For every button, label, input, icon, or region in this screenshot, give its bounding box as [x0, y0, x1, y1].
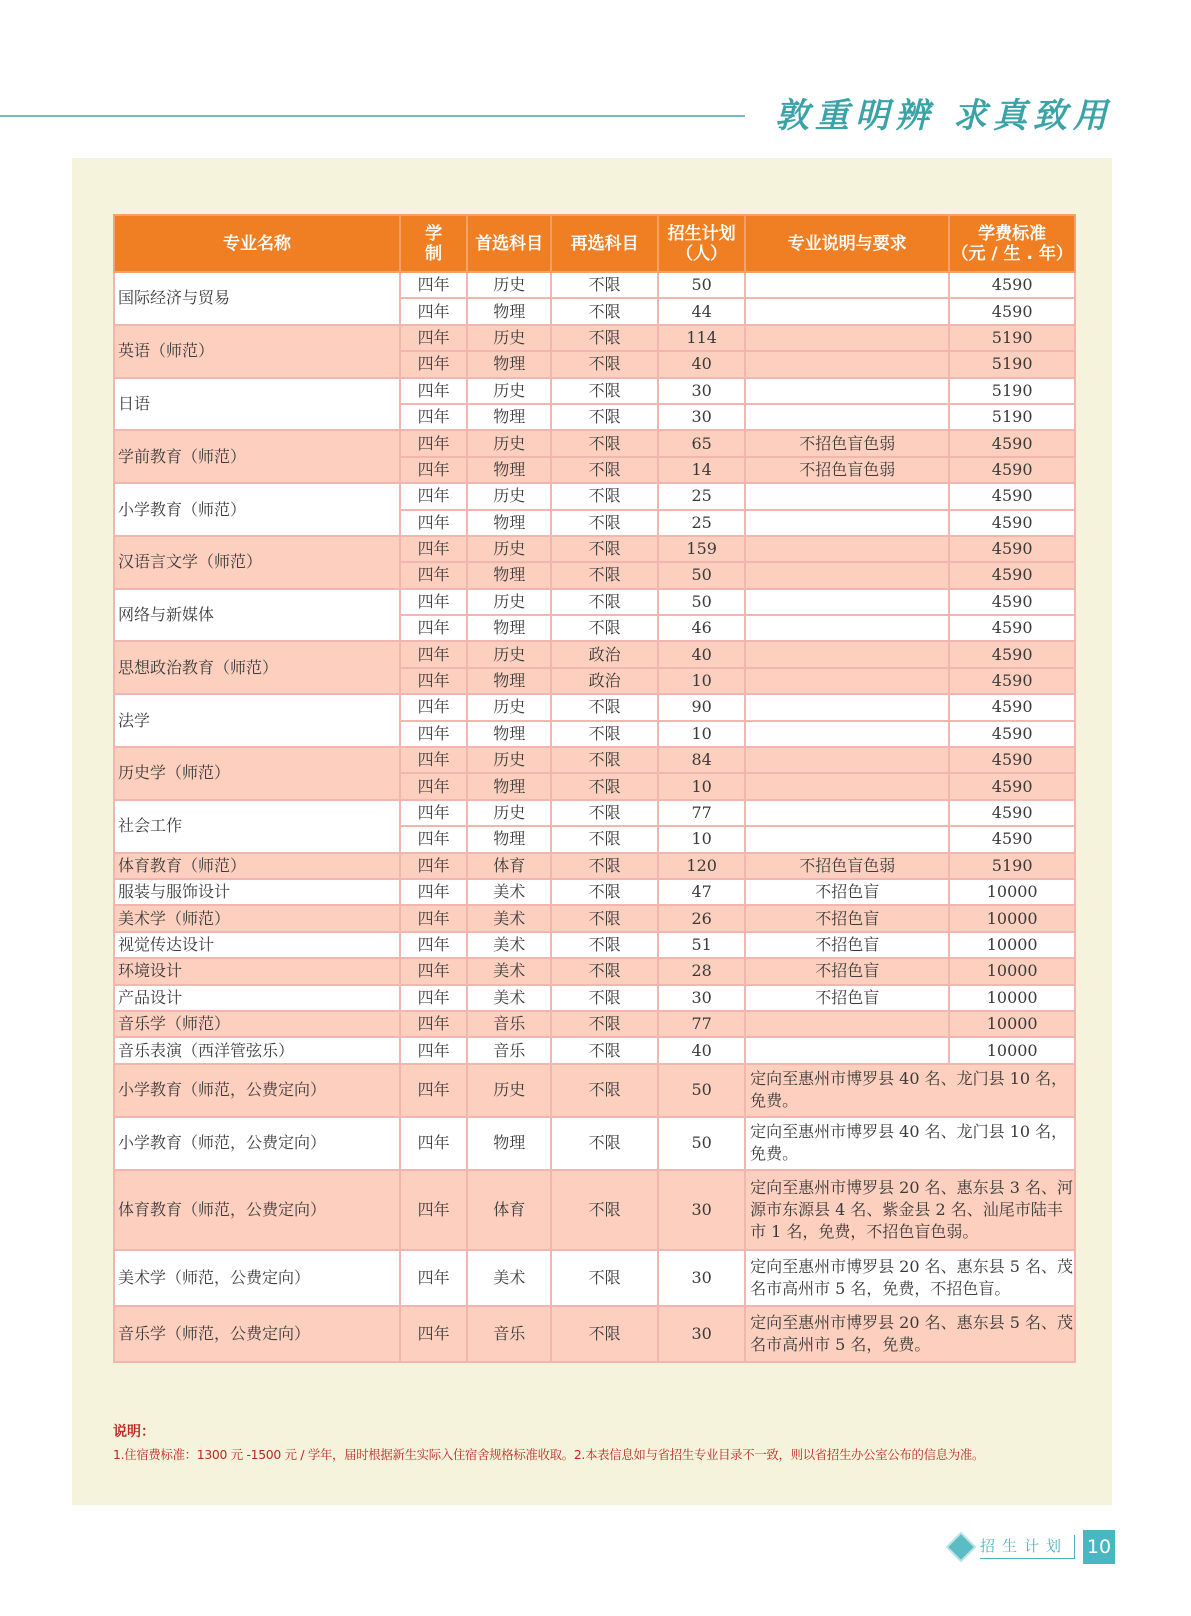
requirement-cell: 不招色盲 — [745, 879, 949, 905]
plan-count-cell: 40 — [658, 1037, 745, 1063]
requirement-cell — [745, 589, 949, 615]
plan-count-cell: 30 — [658, 1306, 745, 1362]
first-subject-cell: 美术 — [467, 1250, 551, 1306]
requirement-cell — [745, 483, 949, 509]
duration-cell: 四年 — [400, 958, 467, 984]
fee-cell: 10000 — [949, 1011, 1075, 1037]
first-subject-cell: 美术 — [467, 905, 551, 931]
plan-count-cell: 159 — [658, 536, 745, 562]
table-row — [114, 694, 1075, 720]
plan-count-cell: 77 — [658, 800, 745, 826]
requirement-cell: 定向至惠州市博罗县 20 名、惠东县 5 名、茂名市高州市 5 名，免费，不招色盲。 — [745, 1250, 1075, 1306]
col-header-fee: 学费标准 （元 / 生 . 年） — [949, 215, 1075, 272]
table-row — [114, 1037, 1075, 1063]
plan-count-cell: 14 — [658, 457, 745, 483]
second-subject-cell: 不限 — [551, 1117, 658, 1170]
diamond-emblem-icon — [948, 1534, 973, 1559]
table-row — [114, 641, 1075, 667]
first-subject-cell: 物理 — [467, 510, 551, 536]
fee-cell: 4590 — [949, 615, 1075, 641]
major-name: 体育教育（师范，公费定向） — [114, 1170, 400, 1250]
header-rule — [0, 115, 745, 117]
plan-count-cell: 50 — [658, 272, 745, 298]
plan-count-cell: 25 — [658, 510, 745, 536]
table-row — [114, 853, 1075, 879]
plan-count-cell: 25 — [658, 483, 745, 509]
duration-cell: 四年 — [400, 1064, 467, 1117]
major-name: 社会工作 — [114, 800, 400, 853]
table-row — [114, 985, 1075, 1011]
second-subject-cell: 不限 — [551, 694, 658, 720]
duration-cell: 四年 — [400, 879, 467, 905]
enrollment-plan-table — [113, 214, 1076, 1363]
duration-cell: 四年 — [400, 747, 467, 773]
first-subject-cell: 历史 — [467, 589, 551, 615]
fee-cell: 5190 — [949, 853, 1075, 879]
first-subject-cell: 物理 — [467, 351, 551, 377]
requirement-cell — [745, 510, 949, 536]
second-subject-cell: 不限 — [551, 615, 658, 641]
plan-count-cell: 120 — [658, 853, 745, 879]
requirement-cell — [745, 536, 949, 562]
fee-cell: 4590 — [949, 510, 1075, 536]
requirement-cell: 不招色盲 — [745, 932, 949, 958]
plan-count-cell: 28 — [658, 958, 745, 984]
requirement-cell — [745, 378, 949, 404]
second-subject-cell: 不限 — [551, 721, 658, 747]
fee-cell: 4590 — [949, 747, 1075, 773]
requirement-cell: 定向至惠州市博罗县 20 名、惠东县 3 名、河源市东源县 4 名、紫金县 2 名、汕尾市陆丰市 1 名，免费，不招色盲色弱。 — [745, 1170, 1075, 1250]
second-subject-cell: 不限 — [551, 985, 658, 1011]
duration-cell: 四年 — [400, 905, 467, 931]
duration-cell: 四年 — [400, 457, 467, 483]
duration-cell: 四年 — [400, 510, 467, 536]
plan-count-cell: 40 — [658, 351, 745, 377]
second-subject-cell: 不限 — [551, 800, 658, 826]
major-name: 美术学（师范，公费定向） — [114, 1250, 400, 1306]
table-row — [114, 932, 1075, 958]
requirement-cell — [745, 721, 949, 747]
major-name: 小学教育（师范） — [114, 483, 400, 536]
major-name: 视觉传达设计 — [114, 932, 400, 958]
first-subject-cell: 物理 — [467, 562, 551, 588]
second-subject-cell: 不限 — [551, 536, 658, 562]
requirement-cell: 不招色盲 — [745, 958, 949, 984]
second-subject-cell: 不限 — [551, 1011, 658, 1037]
second-subject-cell: 不限 — [551, 1064, 658, 1117]
requirement-cell: 不招色盲色弱 — [745, 853, 949, 879]
table-row — [114, 483, 1075, 509]
table-row — [114, 747, 1075, 773]
fee-cell: 10000 — [949, 985, 1075, 1011]
major-name: 思想政治教育（师范） — [114, 641, 400, 694]
second-subject-cell: 不限 — [551, 879, 658, 905]
table-row-directed — [114, 1064, 1075, 1117]
school-motto: 敦重明辨 求真致用 — [775, 96, 1113, 136]
major-name: 音乐学（师范，公费定向） — [114, 1306, 400, 1362]
plan-count-cell: 90 — [658, 694, 745, 720]
major-name: 体育教育（师范） — [114, 853, 400, 879]
col-header-major: 专业名称 — [114, 215, 400, 272]
second-subject-cell: 不限 — [551, 932, 658, 958]
duration-cell: 四年 — [400, 272, 467, 298]
first-subject-cell: 美术 — [467, 879, 551, 905]
plan-count-cell: 30 — [658, 1250, 745, 1306]
requirement-cell — [745, 641, 949, 667]
first-subject-cell: 体育 — [467, 853, 551, 879]
duration-cell: 四年 — [400, 562, 467, 588]
plan-count-cell: 10 — [658, 826, 745, 852]
fee-cell: 10000 — [949, 879, 1075, 905]
fee-cell: 5190 — [949, 378, 1075, 404]
duration-cell: 四年 — [400, 1170, 467, 1250]
first-subject-cell: 历史 — [467, 378, 551, 404]
duration-cell: 四年 — [400, 694, 467, 720]
requirement-cell: 不招色盲 — [745, 905, 949, 931]
fee-cell: 10000 — [949, 958, 1075, 984]
duration-cell: 四年 — [400, 1037, 467, 1063]
duration-cell: 四年 — [400, 351, 467, 377]
first-subject-cell: 物理 — [467, 298, 551, 324]
second-subject-cell: 不限 — [551, 404, 658, 430]
requirement-cell — [745, 1037, 949, 1063]
duration-cell: 四年 — [400, 615, 467, 641]
requirement-cell — [745, 325, 949, 351]
duration-cell: 四年 — [400, 378, 467, 404]
col-header-second-subject: 再选科目 — [551, 215, 658, 272]
requirement-cell — [745, 668, 949, 694]
major-name: 历史学（师范） — [114, 747, 400, 800]
duration-cell: 四年 — [400, 985, 467, 1011]
plan-count-cell: 46 — [658, 615, 745, 641]
first-subject-cell: 美术 — [467, 932, 551, 958]
second-subject-cell: 不限 — [551, 562, 658, 588]
plan-count-cell: 30 — [658, 1170, 745, 1250]
second-subject-cell: 不限 — [551, 958, 658, 984]
major-name: 音乐学（师范） — [114, 1011, 400, 1037]
first-subject-cell: 体育 — [467, 1170, 551, 1250]
second-subject-cell: 不限 — [551, 905, 658, 931]
first-subject-cell: 美术 — [467, 958, 551, 984]
section-label: 招生计划 — [980, 1535, 1075, 1559]
second-subject-cell: 不限 — [551, 1170, 658, 1250]
fee-cell: 4590 — [949, 641, 1075, 667]
fee-cell: 5190 — [949, 351, 1075, 377]
requirement-cell — [745, 298, 949, 324]
requirement-cell — [745, 773, 949, 799]
major-name: 汉语言文学（师范） — [114, 536, 400, 589]
duration-cell: 四年 — [400, 853, 467, 879]
col-header-first-subject: 首选科目 — [467, 215, 551, 272]
first-subject-cell: 历史 — [467, 800, 551, 826]
first-subject-cell: 历史 — [467, 1064, 551, 1117]
second-subject-cell: 不限 — [551, 589, 658, 615]
notes-section — [113, 1421, 984, 1463]
col-header-duration: 学 制 — [400, 215, 467, 272]
duration-cell: 四年 — [400, 932, 467, 958]
requirement-cell — [745, 562, 949, 588]
second-subject-cell: 不限 — [551, 430, 658, 456]
col-header-plan: 招生计划 （人） — [658, 215, 745, 272]
plan-count-cell: 77 — [658, 1011, 745, 1037]
table-row — [114, 879, 1075, 905]
requirement-cell — [745, 615, 949, 641]
plan-count-cell: 40 — [658, 641, 745, 667]
duration-cell: 四年 — [400, 298, 467, 324]
requirement-cell — [745, 351, 949, 377]
notes-title: 说明： — [113, 1424, 155, 1440]
requirement-cell — [745, 272, 949, 298]
table-row-directed — [114, 1170, 1075, 1250]
plan-count-cell: 50 — [658, 1064, 745, 1117]
fee-cell: 4590 — [949, 483, 1075, 509]
plan-count-cell: 50 — [658, 1117, 745, 1170]
first-subject-cell: 音乐 — [467, 1037, 551, 1063]
first-subject-cell: 历史 — [467, 325, 551, 351]
requirement-cell: 不招色盲色弱 — [745, 457, 949, 483]
fee-cell: 10000 — [949, 1037, 1075, 1063]
duration-cell: 四年 — [400, 1306, 467, 1362]
table-row-directed — [114, 1117, 1075, 1170]
second-subject-cell: 不限 — [551, 1306, 658, 1362]
requirement-cell: 不招色盲色弱 — [745, 430, 949, 456]
page-number: 10 — [1083, 1530, 1115, 1564]
duration-cell: 四年 — [400, 1117, 467, 1170]
table-row — [114, 589, 1075, 615]
first-subject-cell: 物理 — [467, 721, 551, 747]
first-subject-cell: 历史 — [467, 747, 551, 773]
fee-cell: 4590 — [949, 668, 1075, 694]
first-subject-cell: 物理 — [467, 404, 551, 430]
col-header-requirements: 专业说明与要求 — [745, 215, 949, 272]
fee-cell: 4590 — [949, 694, 1075, 720]
requirement-cell — [745, 1011, 949, 1037]
plan-count-cell: 10 — [658, 773, 745, 799]
table-row-directed — [114, 1250, 1075, 1306]
major-name: 网络与新媒体 — [114, 589, 400, 642]
fee-cell: 4590 — [949, 562, 1075, 588]
second-subject-cell: 不限 — [551, 298, 658, 324]
requirement-cell — [745, 826, 949, 852]
fee-cell: 5190 — [949, 325, 1075, 351]
first-subject-cell: 物理 — [467, 457, 551, 483]
second-subject-cell: 不限 — [551, 853, 658, 879]
duration-cell: 四年 — [400, 404, 467, 430]
fee-cell: 4590 — [949, 457, 1075, 483]
fee-cell: 4590 — [949, 773, 1075, 799]
plan-count-cell: 26 — [658, 905, 745, 931]
table-row — [114, 272, 1075, 298]
plan-count-cell: 30 — [658, 404, 745, 430]
second-subject-cell: 不限 — [551, 1250, 658, 1306]
second-subject-cell: 不限 — [551, 1037, 658, 1063]
major-name: 学前教育（师范） — [114, 430, 400, 483]
first-subject-cell: 音乐 — [467, 1011, 551, 1037]
second-subject-cell: 不限 — [551, 378, 658, 404]
fee-cell: 4590 — [949, 430, 1075, 456]
major-name: 产品设计 — [114, 985, 400, 1011]
plan-count-cell: 47 — [658, 879, 745, 905]
second-subject-cell: 不限 — [551, 826, 658, 852]
table-row-directed — [114, 1306, 1075, 1362]
second-subject-cell: 不限 — [551, 773, 658, 799]
duration-cell: 四年 — [400, 826, 467, 852]
first-subject-cell: 历史 — [467, 641, 551, 667]
major-name: 国际经济与贸易 — [114, 272, 400, 325]
second-subject-cell: 不限 — [551, 351, 658, 377]
table-row — [114, 905, 1075, 931]
major-name: 法学 — [114, 694, 400, 747]
major-name: 环境设计 — [114, 958, 400, 984]
duration-cell: 四年 — [400, 773, 467, 799]
first-subject-cell: 美术 — [467, 985, 551, 1011]
second-subject-cell: 不限 — [551, 325, 658, 351]
requirement-cell — [745, 694, 949, 720]
fee-cell: 4590 — [949, 721, 1075, 747]
major-name: 小学教育（师范，公费定向） — [114, 1117, 400, 1170]
duration-cell: 四年 — [400, 668, 467, 694]
plan-count-cell: 84 — [658, 747, 745, 773]
requirement-cell: 定向至惠州市博罗县 20 名、惠东县 5 名、茂名市高州市 5 名，免费。 — [745, 1306, 1075, 1362]
duration-cell: 四年 — [400, 1250, 467, 1306]
first-subject-cell: 历史 — [467, 430, 551, 456]
first-subject-cell: 物理 — [467, 773, 551, 799]
first-subject-cell: 历史 — [467, 272, 551, 298]
first-subject-cell: 历史 — [467, 483, 551, 509]
plan-count-cell: 30 — [658, 378, 745, 404]
duration-cell: 四年 — [400, 721, 467, 747]
notes-body: 1.住宿费标准：1300 元 -1500 元 / 学年，届时根据新生实际入住宿舍规格标准收取。2.本表信息如与省招生专业目录不一致，则以省招生办公室公布的信息为准。 — [113, 1447, 985, 1462]
plan-count-cell: 10 — [658, 721, 745, 747]
table-row — [114, 800, 1075, 826]
second-subject-cell: 不限 — [551, 457, 658, 483]
requirement-cell — [745, 747, 949, 773]
plan-count-cell: 114 — [658, 325, 745, 351]
plan-count-cell: 30 — [658, 985, 745, 1011]
major-name: 服装与服饰设计 — [114, 879, 400, 905]
duration-cell: 四年 — [400, 536, 467, 562]
fee-cell: 4590 — [949, 272, 1075, 298]
fee-cell: 4590 — [949, 826, 1075, 852]
duration-cell: 四年 — [400, 483, 467, 509]
plan-count-cell: 50 — [658, 589, 745, 615]
requirement-cell: 定向至惠州市博罗县 40 名、龙门县 10 名，免费。 — [745, 1117, 1075, 1170]
table-row — [114, 378, 1075, 404]
table-row — [114, 958, 1075, 984]
table-header-row — [114, 215, 1075, 272]
duration-cell: 四年 — [400, 800, 467, 826]
fee-cell: 4590 — [949, 298, 1075, 324]
page-footer — [952, 1530, 1115, 1564]
second-subject-cell: 不限 — [551, 510, 658, 536]
major-name: 美术学（师范） — [114, 905, 400, 931]
table-row — [114, 325, 1075, 351]
fee-cell: 10000 — [949, 932, 1075, 958]
duration-cell: 四年 — [400, 325, 467, 351]
fee-cell: 4590 — [949, 536, 1075, 562]
table-row — [114, 1011, 1075, 1037]
plan-count-cell: 10 — [658, 668, 745, 694]
first-subject-cell: 音乐 — [467, 1306, 551, 1362]
fee-cell: 4590 — [949, 589, 1075, 615]
table-row — [114, 430, 1075, 456]
plan-count-cell: 65 — [658, 430, 745, 456]
second-subject-cell: 政治 — [551, 641, 658, 667]
second-subject-cell: 政治 — [551, 668, 658, 694]
plan-count-cell: 50 — [658, 562, 745, 588]
requirement-cell — [745, 404, 949, 430]
requirement-cell — [745, 800, 949, 826]
fee-cell: 5190 — [949, 404, 1075, 430]
major-name: 小学教育（师范，公费定向） — [114, 1064, 400, 1117]
plan-count-cell: 44 — [658, 298, 745, 324]
duration-cell: 四年 — [400, 1011, 467, 1037]
requirement-cell: 定向至惠州市博罗县 40 名、龙门县 10 名，免费。 — [745, 1064, 1075, 1117]
major-name: 日语 — [114, 378, 400, 431]
second-subject-cell: 不限 — [551, 747, 658, 773]
table-row — [114, 536, 1075, 562]
fee-cell: 10000 — [949, 905, 1075, 931]
second-subject-cell: 不限 — [551, 483, 658, 509]
first-subject-cell: 物理 — [467, 615, 551, 641]
first-subject-cell: 历史 — [467, 536, 551, 562]
duration-cell: 四年 — [400, 430, 467, 456]
plan-count-cell: 51 — [658, 932, 745, 958]
first-subject-cell: 物理 — [467, 826, 551, 852]
major-name: 音乐表演（西洋管弦乐） — [114, 1037, 400, 1063]
duration-cell: 四年 — [400, 589, 467, 615]
duration-cell: 四年 — [400, 641, 467, 667]
first-subject-cell: 物理 — [467, 1117, 551, 1170]
first-subject-cell: 历史 — [467, 694, 551, 720]
major-name: 英语（师范） — [114, 325, 400, 378]
fee-cell: 4590 — [949, 800, 1075, 826]
requirement-cell: 不招色盲 — [745, 985, 949, 1011]
second-subject-cell: 不限 — [551, 272, 658, 298]
first-subject-cell: 物理 — [467, 668, 551, 694]
